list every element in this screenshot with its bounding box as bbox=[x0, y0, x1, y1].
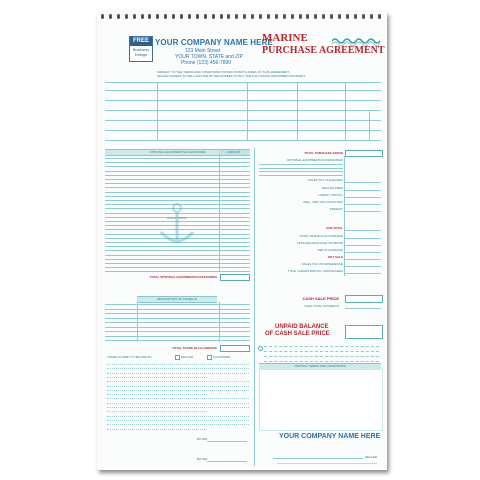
as-is-radio[interactable] bbox=[258, 346, 263, 351]
total-optional-label: TOTAL OPTIONAL EQUIPMENT/ACCESSORIES bbox=[149, 275, 217, 279]
price-row-field-sales-tax-diff[interactable] bbox=[345, 266, 381, 267]
trade-in-line[interactable] bbox=[105, 327, 250, 328]
binding-hole bbox=[299, 14, 302, 19]
waves-graphic bbox=[332, 36, 382, 46]
binding-hole bbox=[330, 14, 333, 19]
binding-hole bbox=[283, 14, 286, 19]
optional-equipment-label: OPTIONAL EQUIPMENT/ACCESSORIES bbox=[149, 150, 206, 154]
trade-in-header-label: DESCRIPTION OF TRADE-IN bbox=[156, 297, 198, 301]
binding-hole bbox=[354, 14, 357, 19]
legal-text-line bbox=[107, 398, 249, 399]
column-divider bbox=[254, 148, 255, 466]
optional-item-line[interactable] bbox=[105, 183, 250, 184]
legal-text-line bbox=[107, 429, 207, 430]
trade-in-header bbox=[137, 296, 217, 303]
price-row-label-dealer-prep: DEALER PREP bbox=[321, 186, 343, 190]
legal-text-line bbox=[107, 407, 249, 408]
info-column-divider bbox=[345, 82, 346, 140]
trade-in-line[interactable] bbox=[105, 331, 250, 332]
binding-hole bbox=[133, 14, 136, 19]
price-row-label-net-allowance: NET ALLOWANCE bbox=[317, 248, 343, 252]
price-row-field-sales-tax[interactable] bbox=[345, 182, 381, 183]
legal-text-line bbox=[107, 424, 249, 425]
optional-sub-line[interactable] bbox=[259, 171, 343, 172]
binding-hole bbox=[346, 14, 349, 19]
less-total-line[interactable] bbox=[345, 308, 381, 309]
binding-hole bbox=[370, 14, 373, 19]
price-row-field-reg[interactable] bbox=[345, 204, 381, 205]
legal-text-line bbox=[107, 411, 207, 412]
binding-hole bbox=[141, 14, 144, 19]
info-row-line[interactable] bbox=[105, 120, 381, 121]
total-trade-box[interactable] bbox=[220, 345, 250, 352]
optional-item-line[interactable] bbox=[105, 187, 250, 188]
binding-hole bbox=[243, 14, 246, 19]
info-row-line[interactable] bbox=[105, 130, 381, 131]
optional-item-line[interactable] bbox=[105, 259, 250, 260]
binding-hole bbox=[125, 14, 128, 19]
binding-hole bbox=[314, 14, 317, 19]
spiral-binding bbox=[101, 12, 383, 20]
binding-hole bbox=[378, 14, 381, 19]
optional-item-line[interactable] bbox=[105, 196, 250, 197]
optional-item-line[interactable] bbox=[105, 162, 250, 163]
title-purchase-agreement: PURCHASE AGREEMENT bbox=[262, 45, 385, 56]
price-row-label-title-reg: TITLE / REGISTRATION / OFFICE FEES bbox=[287, 269, 343, 273]
price-row-field-net-allowance[interactable] bbox=[345, 252, 381, 253]
fine-print-line bbox=[277, 463, 377, 466]
company-name: YOUR COMPANY NAME HERE bbox=[155, 38, 273, 47]
trade-in-line[interactable] bbox=[105, 340, 250, 341]
purchase-agreement-form bbox=[97, 12, 387, 470]
optional-item-line[interactable] bbox=[105, 166, 250, 167]
info-column-divider bbox=[157, 82, 158, 140]
binding-hole bbox=[196, 14, 199, 19]
legal-text-line bbox=[107, 386, 249, 387]
info-row-line[interactable] bbox=[105, 90, 381, 91]
amount-divider bbox=[219, 154, 220, 272]
price-row-field-labor[interactable] bbox=[345, 197, 381, 198]
legal-text-line bbox=[107, 390, 249, 391]
optional-item-line[interactable] bbox=[105, 192, 250, 193]
binding-hole bbox=[362, 14, 365, 19]
optional-sub-line[interactable] bbox=[259, 168, 343, 169]
trade-in-divider bbox=[219, 302, 220, 342]
optional-sub-line[interactable] bbox=[259, 164, 343, 165]
info-column-divider bbox=[369, 110, 370, 140]
binding-hole bbox=[227, 14, 230, 19]
legal-text-line bbox=[107, 416, 249, 417]
legal-text-line bbox=[107, 420, 249, 421]
optional-item-line[interactable] bbox=[105, 175, 250, 176]
less-total-label: LESS TOTAL PAYMENTS bbox=[304, 304, 339, 308]
official-terms-label: OFFICIAL TERMS AND CONDITIONS bbox=[294, 364, 346, 368]
buyer-sig-line-1[interactable] bbox=[207, 441, 247, 442]
optional-sub-label: OPTIONAL EQUIPMENT/ACCESSORIES bbox=[286, 158, 343, 162]
dealer-checkbox-label: DEALER bbox=[181, 355, 194, 359]
price-row-label-reg: REG., DMV OR LAUNCHING bbox=[303, 200, 343, 204]
binding-hole bbox=[188, 14, 191, 19]
trade-in-line[interactable] bbox=[105, 313, 250, 314]
buyer-sig-line-2[interactable] bbox=[207, 461, 247, 462]
binding-hole bbox=[251, 14, 254, 19]
binding-hole bbox=[235, 14, 238, 19]
as-is-text bbox=[264, 344, 379, 364]
price-row-label-less-balance: LESS BALANCE DUE ON ABOVE bbox=[296, 241, 343, 245]
legal-text-line bbox=[107, 368, 249, 369]
anchor-watermark-icon bbox=[157, 200, 197, 250]
trade-in-divider bbox=[137, 302, 138, 342]
company-phone: Phone (123) 456-7890 bbox=[181, 60, 232, 66]
binding-hole bbox=[172, 14, 175, 19]
binding-hole bbox=[322, 14, 325, 19]
footer-company-name: YOUR COMPANY NAME HERE bbox=[279, 433, 381, 440]
customer-checkbox[interactable] bbox=[207, 355, 212, 360]
customer-checkbox-label: CUSTOMER bbox=[213, 355, 231, 359]
binding-hole bbox=[220, 14, 223, 19]
price-row-field-net-sale[interactable] bbox=[345, 259, 381, 260]
total-purchase-box[interactable] bbox=[345, 150, 383, 157]
legal-text-line bbox=[107, 377, 207, 378]
info-row-line[interactable] bbox=[105, 100, 381, 101]
price-row-label-subtotal: SUB-TOTAL bbox=[325, 226, 343, 230]
legal-text-line bbox=[107, 373, 249, 374]
terms-box[interactable] bbox=[259, 369, 383, 431]
trade-in-line[interactable] bbox=[105, 336, 250, 337]
optional-sub-line[interactable] bbox=[259, 175, 343, 176]
company-city: YOUR TOWN, STATE and ZIP bbox=[175, 54, 243, 60]
price-row-label-total-trade: TOTAL TRADE-IN ALLOWANCE bbox=[299, 234, 343, 238]
legal-text-line bbox=[107, 364, 249, 365]
unpaid-balance-label-1: UNPAID BALANCE bbox=[275, 324, 329, 330]
price-row-label-freight: FREIGHT bbox=[329, 207, 343, 211]
price-row-field-subtotal[interactable] bbox=[345, 230, 381, 231]
binding-hole bbox=[267, 14, 270, 19]
trade-paid-by-label: TRADE-IN DEBT TO BE PAID BY bbox=[107, 355, 153, 359]
company-street: 123 Main Street bbox=[185, 48, 221, 54]
info-row-line[interactable] bbox=[105, 140, 381, 141]
binding-hole bbox=[212, 14, 215, 19]
trade-in-line[interactable] bbox=[105, 309, 250, 310]
binding-hole bbox=[109, 14, 112, 19]
price-row-field-total-trade[interactable] bbox=[345, 238, 381, 239]
binding-hole bbox=[338, 14, 341, 19]
info-row-line[interactable] bbox=[105, 82, 381, 83]
legal-text-line bbox=[107, 403, 249, 404]
info-column-divider bbox=[297, 82, 298, 140]
binding-hole bbox=[101, 14, 104, 19]
binding-hole bbox=[291, 14, 294, 19]
optional-item-line[interactable] bbox=[105, 171, 250, 172]
optional-item-line[interactable] bbox=[105, 267, 250, 268]
unpaid-balance-label-2: OF CASH SALE PRICE bbox=[265, 331, 330, 337]
logo-sub-text: Business Design bbox=[132, 47, 150, 57]
trade-in-line[interactable] bbox=[105, 322, 250, 323]
price-row-label-sales-tax-diff: SALES TAX ON DIFFERENCE bbox=[301, 262, 343, 266]
dealer-sig-line[interactable] bbox=[273, 458, 363, 459]
binding-hole bbox=[148, 14, 151, 19]
intro-line-1: SUBJECT TO THE TERMS AND CONDITIONS STATED ON BOTH SIDES OF THIS AGREEMENT, bbox=[157, 70, 290, 74]
logo-free-text: FREE bbox=[130, 37, 152, 46]
title-marine: MARINE bbox=[262, 32, 308, 44]
trade-in-line[interactable] bbox=[105, 318, 250, 319]
unpaid-balance-box[interactable] bbox=[345, 325, 383, 339]
binding-hole bbox=[156, 14, 159, 19]
optional-item-line[interactable] bbox=[105, 263, 250, 264]
legal-text-line bbox=[107, 381, 249, 382]
binding-hole bbox=[117, 14, 120, 19]
amount-header bbox=[219, 149, 249, 156]
optional-item-line[interactable] bbox=[105, 250, 250, 251]
price-row-label-labor: LABOR / INSTALL bbox=[318, 193, 343, 197]
cash-sale-box[interactable] bbox=[345, 295, 383, 303]
free-design-logo bbox=[129, 36, 153, 62]
price-row-label-net-sale: NET SALE bbox=[328, 255, 343, 259]
cash-sale-label: CASH SALE PRICE bbox=[302, 296, 339, 301]
total-optional-box[interactable] bbox=[220, 274, 250, 281]
info-column-divider bbox=[247, 82, 248, 140]
total-purchase-label: TOTAL PURCHASE ABOVE bbox=[304, 151, 343, 155]
optional-item-line[interactable] bbox=[105, 255, 250, 256]
price-row-field-freight[interactable] bbox=[345, 211, 381, 212]
optional-item-line[interactable] bbox=[105, 179, 250, 180]
binding-hole bbox=[306, 14, 309, 19]
binding-hole bbox=[259, 14, 262, 19]
optional-item-line[interactable] bbox=[105, 158, 250, 159]
amount-label: AMOUNT bbox=[227, 150, 241, 154]
price-row-field-dealer-prep[interactable] bbox=[345, 190, 381, 191]
info-row-line[interactable] bbox=[105, 110, 381, 111]
buyer-sig-label-2: BUYER bbox=[197, 457, 208, 461]
buyer-sig-label-1: BUYER bbox=[197, 437, 208, 441]
trade-in-line[interactable] bbox=[105, 304, 250, 305]
optional-item-line[interactable] bbox=[105, 271, 250, 272]
binding-hole bbox=[204, 14, 207, 19]
intro-line-2: SELLER AGREES TO SELL AND THE BUYER AGREES TO BUY THE FOLLOWING DESCRIBED PROPERTY. bbox=[157, 74, 307, 78]
dealer-sig-label: DEALER bbox=[365, 455, 378, 459]
price-row-label-sales-tax: SALES TAX (If applicable) bbox=[308, 178, 343, 182]
price-row-field-less-balance[interactable] bbox=[345, 245, 381, 246]
total-trade-label: TOTAL TRADE-IN ALLOWANCE bbox=[172, 346, 217, 350]
binding-hole bbox=[275, 14, 278, 19]
dealer-checkbox[interactable] bbox=[175, 355, 180, 360]
binding-hole bbox=[164, 14, 167, 19]
price-column-divider bbox=[344, 156, 345, 276]
price-row-field-title-reg[interactable] bbox=[345, 273, 381, 274]
binding-hole bbox=[180, 14, 183, 19]
legal-text-line bbox=[107, 394, 207, 395]
